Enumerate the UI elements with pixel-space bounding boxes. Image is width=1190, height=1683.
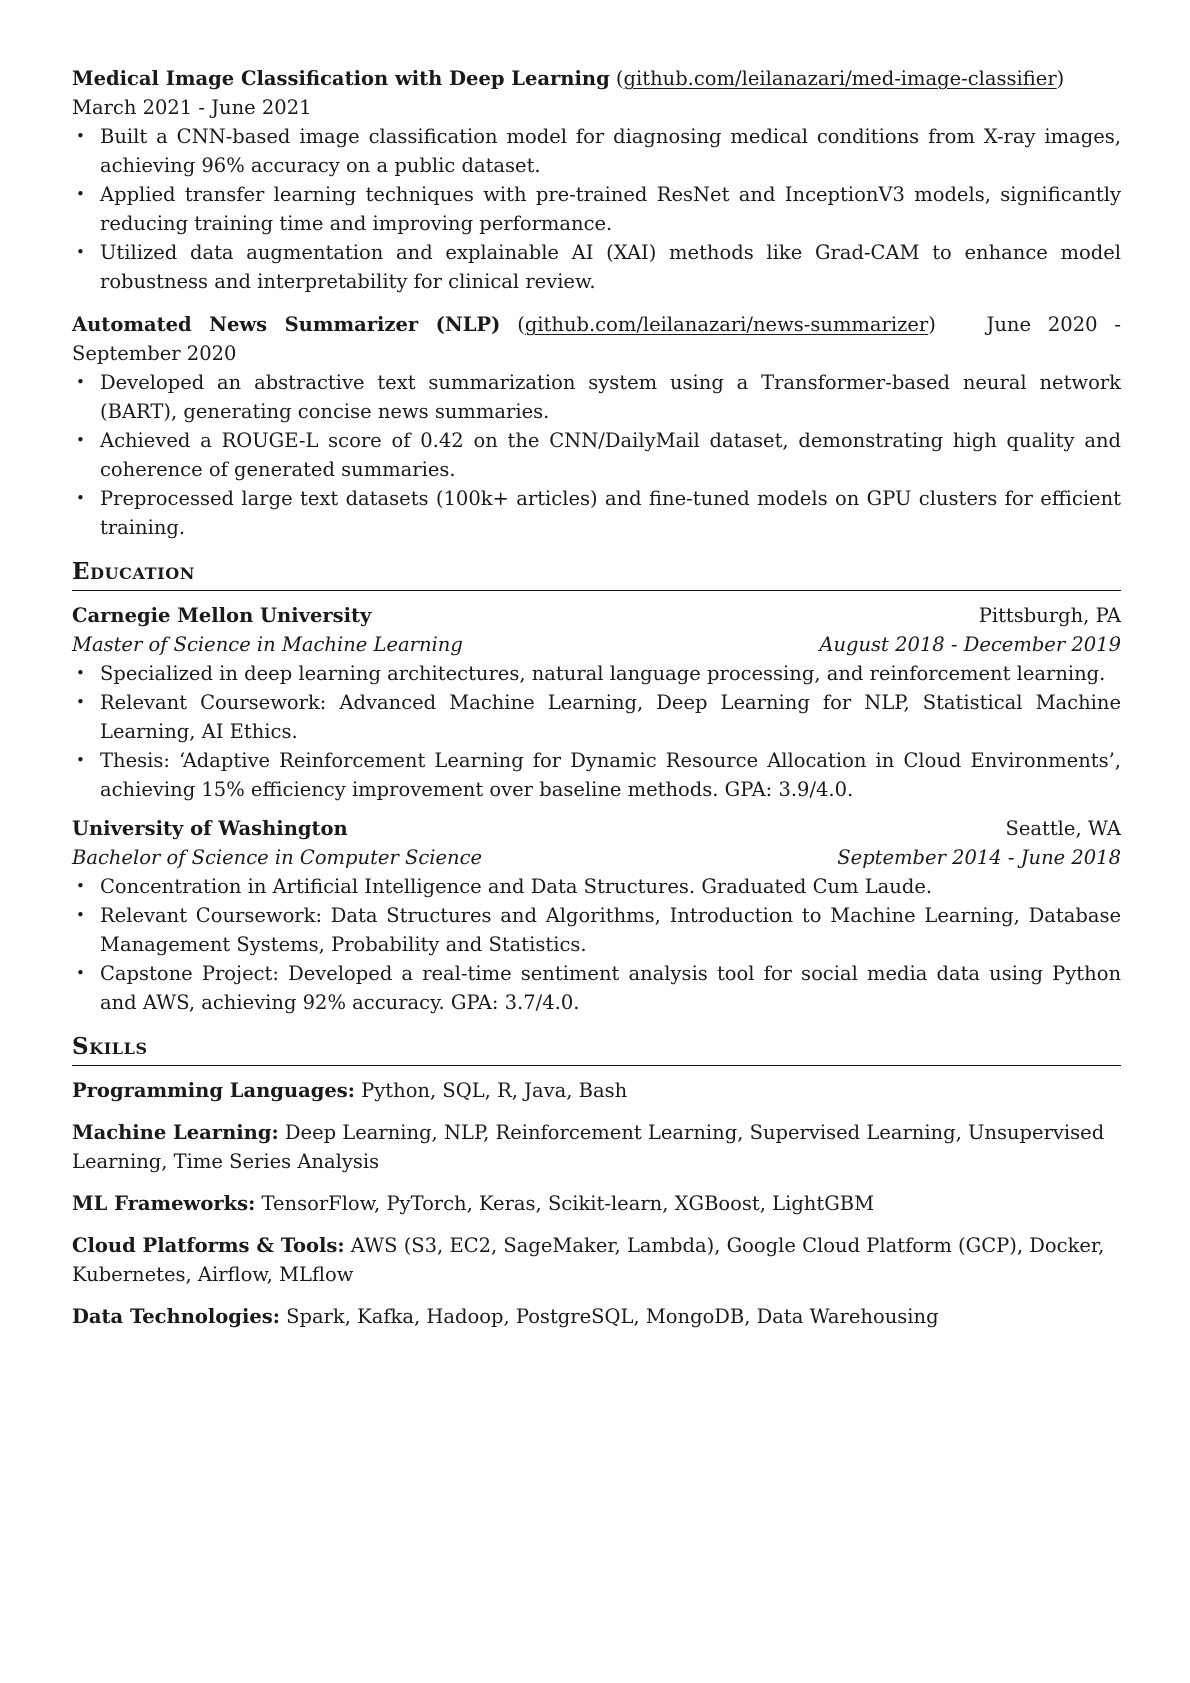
skill-value: TensorFlow, PyTorch, Keras, Scikit-learn, XGBoost, LightGBM (261, 1192, 875, 1215)
project-header: Automated News Summarizer (NLP) (github.com/leilanazari/news-summarizer) June 2020 - September 2020 (72, 313, 1121, 365)
project-bullets (72, 368, 1121, 542)
degree-dates: September 2014 - June 2018 (837, 846, 1121, 869)
school-location: Seattle, WA (1005, 817, 1121, 840)
skill-label: ML Frameworks: (72, 1192, 256, 1215)
school-name: University of Washington (72, 817, 348, 840)
skill-value: Python, SQL, R, Java, Bash (361, 1079, 628, 1102)
skill-value: Deep Learning, NLP, Reinforcement Learning, Supervised Learning, Unsupervised Learning, Time Series Analysis (72, 1121, 1105, 1173)
skill-value: AWS (S3, EC2, SageMaker, Lambda), Google Cloud Platform (GCP), Docker, Kubernetes, Airflow, MLflow (72, 1234, 1105, 1286)
bullet-item: • Relevant Coursework: Advanced Machine Learning, Deep Learning for NLP, Statistical Machine Learning, AI Ethics. (72, 688, 1121, 746)
skill-row (72, 1189, 1121, 1218)
school-location: Pittsburgh, PA (978, 604, 1121, 627)
section-heading-skills: Skills (72, 1033, 1121, 1066)
bullet-item: • Achieved a ROUGE-L score of 0.42 on the CNN/DailyMail dataset, demonstrating high quality and coherence of generated summaries. (72, 426, 1121, 484)
education-header (72, 601, 1121, 630)
section-heading-education: Education (72, 558, 1121, 591)
project-dates: June 2020 - September 2020 (72, 313, 1121, 365)
bullet-item: • Developed an abstractive text summarization system using a Transformer-based neural network (BART), generating concise news summaries. (72, 368, 1121, 426)
degree-title: Bachelor of Science in Computer Science (72, 846, 483, 869)
bullet-item: • Preprocessed large text datasets (100k+ articles) and fine-tuned models on GPU clusters for efficient training. (72, 484, 1121, 542)
skills-list (72, 1076, 1121, 1331)
degree-dates: August 2018 - December 2019 (819, 633, 1121, 656)
degree-title: Master of Science in Machine Learning (72, 633, 463, 656)
skill-row (72, 1076, 1121, 1105)
bullet-item: • Applied transfer learning techniques with pre-trained ResNet and InceptionV3 models, significantly reducing training time and improving performance. (72, 180, 1121, 238)
education-bullets (72, 659, 1121, 804)
bullet-item: • Capstone Project: Developed a real-time sentiment analysis tool for social media data using Python and AWS, achieving 92% accuracy. GPA: 3.7/4.0. (72, 959, 1121, 1017)
skill-label: Data Technologies: (72, 1305, 280, 1328)
skill-label: Programming Languages: (72, 1079, 355, 1102)
education-bullets (72, 872, 1121, 1017)
education-entry (72, 601, 1121, 804)
bullet-item: • Specialized in deep learning architectures, natural language processing, and reinforcement learning. (72, 659, 1121, 688)
skill-label: Machine Learning: (72, 1121, 279, 1144)
bullet-item: • Built a CNN-based image classification model for diagnosing medical conditions from X-ray images, achieving 96% accuracy on a public dataset. (72, 122, 1121, 180)
school-name: Carnegie Mellon University (72, 604, 372, 627)
project-link[interactable]: github.com/leilanazari/med-image-classifier (623, 67, 1057, 90)
bullet-item: • Utilized data augmentation and explainable AI (XAI) methods like Grad-CAM to enhance model robustness and interpretability for clinical review. (72, 238, 1121, 296)
project-entry (72, 310, 1121, 542)
education-header (72, 814, 1121, 843)
bullet-item: • Relevant Coursework: Data Structures and Algorithms, Introduction to Machine Learning, Database Management Systems, Probability and Statistics. (72, 901, 1121, 959)
skill-row (72, 1231, 1121, 1289)
skill-row (72, 1302, 1121, 1331)
project-link[interactable]: github.com/leilanazari/news-summarizer (524, 313, 929, 336)
skill-value: Spark, Kafka, Hadoop, PostgreSQL, MongoDB, Data Warehousing (286, 1305, 939, 1328)
degree-row (72, 843, 1121, 872)
education-entry (72, 814, 1121, 1017)
project-title: Medical Image Classification with Deep Learning (72, 67, 610, 90)
bullet-item: • Thesis: ‘Adaptive Reinforcement Learning for Dynamic Resource Allocation in Cloud Environments’, achieving 15% efficiency improvement over baseline methods. GPA: 3.9/4.0. (72, 746, 1121, 804)
skill-row (72, 1118, 1121, 1176)
project-entry (72, 64, 1121, 296)
skill-label: Cloud Platforms & Tools: (72, 1234, 345, 1257)
bullet-item: • Concentration in Artificial Intelligence and Data Structures. Graduated Cum Laude. (72, 872, 1121, 901)
project-title: Automated News Summarizer (NLP) (72, 313, 501, 336)
project-bullets (72, 122, 1121, 296)
degree-row (72, 630, 1121, 659)
project-dates: March 2021 - June 2021 (72, 96, 312, 119)
project-header: Medical Image Classification with Deep Learning (github.com/leilanazari/med-image-classifier) (72, 67, 1065, 90)
